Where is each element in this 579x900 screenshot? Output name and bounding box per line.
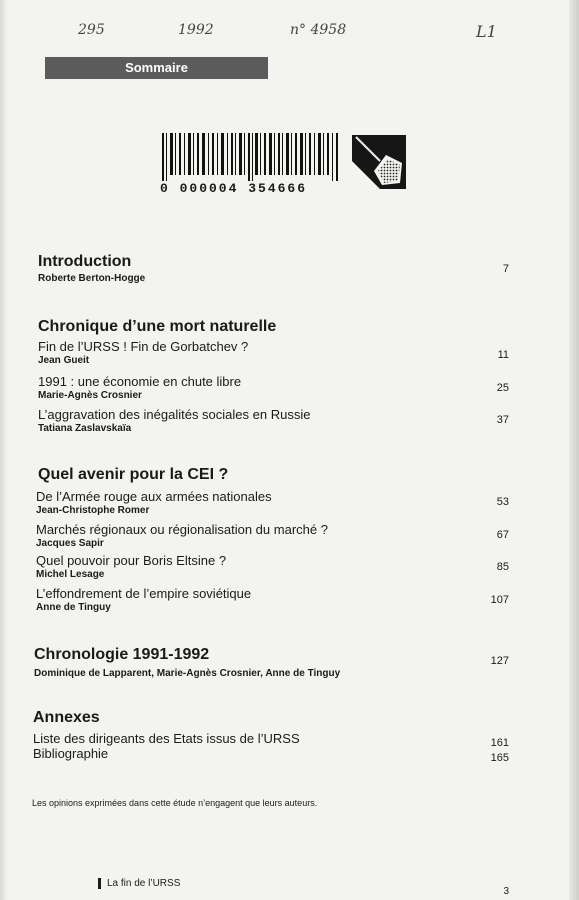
barcode-bars — [160, 133, 345, 181]
page-number: 25 — [496, 382, 509, 394]
barcode-number: 0 000004 354666 — [160, 181, 308, 196]
section-title-annexes: Annexes — [33, 709, 100, 726]
page-number: 127 — [490, 655, 509, 667]
author: Michel Lesage — [36, 569, 105, 580]
page-number: 165 — [490, 752, 509, 764]
page-number: 85 — [496, 561, 509, 573]
publisher-logo-icon — [350, 133, 408, 191]
page-number: 107 — [490, 594, 509, 606]
handwritten-note-1: 295 — [78, 22, 105, 38]
section-title-cei: Quel avenir pour la CEI ? — [38, 466, 229, 483]
article-title: Quel pouvoir pour Boris Eltsine ? — [36, 553, 227, 568]
article-title: 1991 : une économie en chute libre — [38, 374, 242, 389]
page-number: 37 — [496, 414, 509, 426]
author: Dominique de Lapparent, Marie-Agnès Crosnier, Anne de Tinguy — [34, 668, 341, 679]
page-number: 11 — [497, 349, 509, 361]
sommaire-header: Sommaire — [45, 57, 268, 79]
section-title-chronique: Chronique d’une mort naturelle — [38, 318, 277, 335]
running-title: La fin de l’URSS — [98, 878, 180, 889]
author: Jacques Sapir — [36, 538, 104, 549]
page-number: 161 — [490, 737, 509, 749]
handwritten-note-2: 1992 — [178, 22, 214, 38]
handwritten-note-4: L1 — [476, 22, 497, 41]
author: Anne de Tinguy — [36, 602, 111, 613]
author: Roberte Berton-Hogge — [38, 273, 146, 284]
section-title-chronologie: Chronologie 1991-1992 — [34, 646, 210, 663]
article-title: Fin de l’URSS ! Fin de Gorbatchev ? — [38, 339, 249, 354]
article-title: Bibliographie — [33, 746, 109, 761]
author: Jean-Christophe Romer — [36, 505, 150, 516]
page-number: 53 — [496, 496, 509, 508]
page-left-edge — [0, 0, 8, 900]
section-title-introduction: Introduction — [38, 253, 132, 270]
article-title: L’effondrement de l’empire soviétique — [36, 586, 252, 601]
barcode-sticker — [160, 133, 410, 198]
article-title: Liste des dirigeants des Etats issus de l’URSS — [33, 731, 300, 746]
article-title: Marchés régionaux ou régionalisation du marché ? — [36, 522, 328, 537]
author: Tatiana Zaslavskaïa — [38, 423, 132, 434]
page-number: 67 — [496, 529, 509, 541]
author: Marie-Agnès Crosnier — [38, 390, 142, 401]
article-title: De l’Armée rouge aux armées nationales — [36, 489, 272, 504]
author: Jean Gueit — [38, 355, 90, 366]
article-title: L’aggravation des inégalités sociales en Russie — [38, 407, 311, 422]
folio-number: 3 — [503, 886, 509, 897]
page-number: 7 — [502, 263, 509, 275]
disclaimer-note: Les opinions exprimées dans cette étude n’engagent que leurs auteurs. — [32, 798, 318, 808]
handwritten-note-3: n° 4958 — [290, 22, 347, 38]
page-right-edge — [569, 0, 579, 900]
